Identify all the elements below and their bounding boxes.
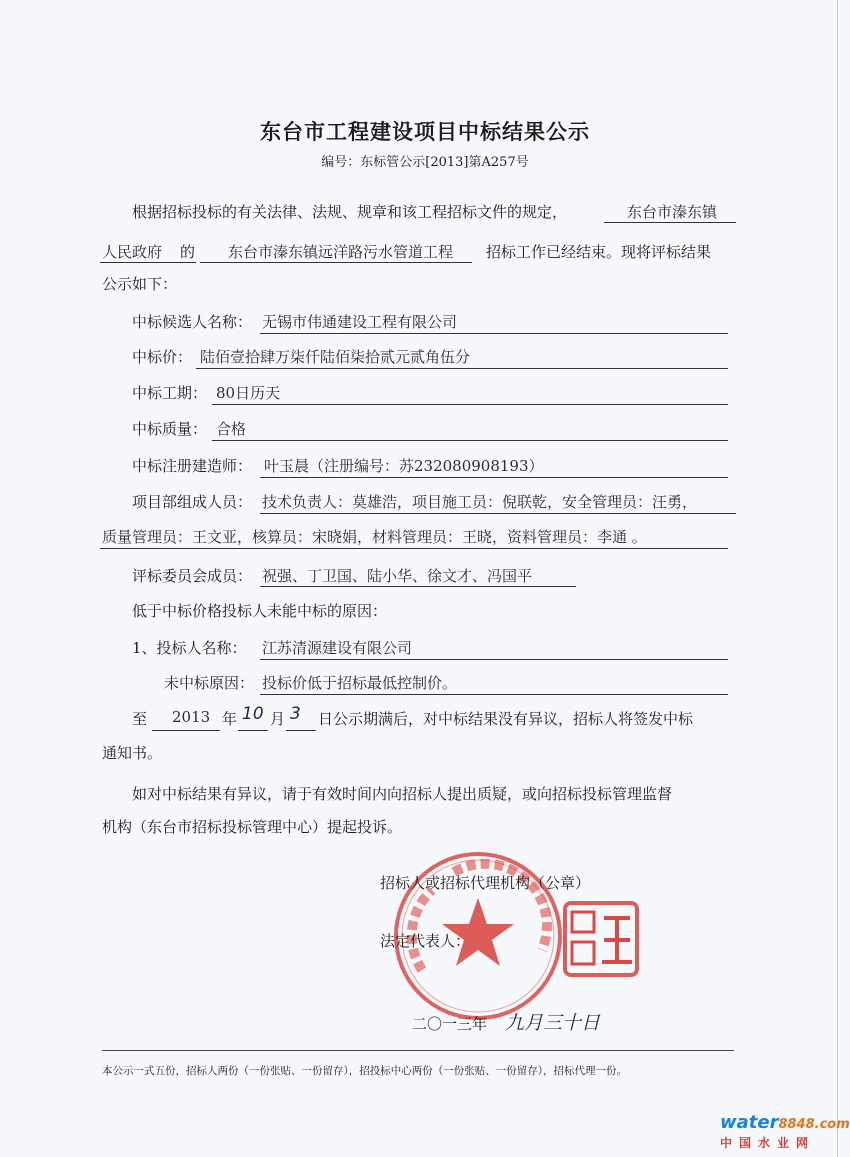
legal-rep-label: 法定代表人：: [380, 932, 471, 950]
tenderer-name-part1: 东台市溱东镇: [627, 203, 718, 221]
team-label: 项目部组成人员：: [132, 493, 253, 511]
deadline-month: 10: [242, 704, 264, 724]
deadline-year-unit: 年: [222, 710, 238, 728]
builder-value: 叶玉晨（注册编号：苏232080908193）: [264, 457, 544, 475]
deadline-suffix: 日公示期满后，对中标结果没有异议，招标人将签发中标: [318, 710, 694, 728]
intro-line2-suffix: 招标工作已经结束。现将评标结果: [486, 243, 712, 261]
deadline-day-underline: [286, 730, 316, 731]
failed-bidder-label: 1、投标人名称：: [132, 639, 247, 657]
deadline-year: 2013: [172, 708, 211, 726]
failed-bidder-underline: [260, 659, 728, 660]
intro-connector: 的: [180, 243, 196, 261]
deadline-prefix: 至: [132, 710, 148, 728]
page-title: 东台市工程建设项目中标结果公示: [260, 120, 590, 144]
intro-line3: 公示如下：: [102, 275, 178, 293]
date-printed: 二〇一三年: [412, 1015, 488, 1033]
deadline-line2: 通知书。: [102, 744, 163, 762]
candidate-value: 无锡市伟通建设工程有限公司: [262, 313, 458, 331]
scan-edge: [837, 0, 838, 1157]
objection-line1: 如对中标结果有异议，请于有效时间内向招标人提出质疑，或向招标投标管理监督: [132, 785, 673, 803]
watermark-suffix: .com: [814, 1117, 850, 1132]
agency-seal-label: 招标人或招标代理机构（公章）: [380, 874, 591, 892]
representative-stamp: [562, 900, 640, 978]
footer-note: 本公示一式五份，招标人两份（一份张贴、一份留存），招投标中心两份（一份张贴、一份留存），招标代理一份。: [102, 1065, 627, 1077]
intro-line1: 根据招标投标的有关法律、法规、规章和该工程招标文件的规定，: [132, 203, 568, 221]
project-name: 东台市溱东镇远洋路污水管道工程: [228, 243, 454, 261]
deadline-month-unit: 月: [270, 710, 286, 728]
watermark-logo: [720, 1112, 850, 1152]
failed-reason-label: 未中标原因：: [164, 674, 255, 692]
quality-value: 合格: [216, 420, 247, 438]
tenderer-underline-1: [604, 222, 736, 223]
watermark-brand: water: [720, 1112, 779, 1133]
failed-reason-value: 投标价低于招标最低控制价。: [262, 674, 458, 692]
team-line2: 质量管理员：王文亚，核算员：宋晓娟，材料管理员：王晓，资料管理员：李通 。: [102, 528, 647, 546]
tenderer-name-part2: 人民政府: [102, 243, 163, 261]
builder-label: 中标注册建造师：: [132, 457, 253, 475]
committee-label: 评标委员会成员：: [132, 567, 253, 585]
failed-heading: 低于中标价格投标人未能中标的原因：: [132, 602, 388, 620]
quality-label: 中标质量：: [132, 420, 208, 438]
duration-label: 中标工期：: [132, 384, 208, 402]
committee-underline: [260, 586, 576, 587]
watermark-number: 8848: [778, 1117, 815, 1132]
project-underline: [200, 262, 472, 263]
failed-bidder-value: 江苏清源建设有限公司: [262, 639, 413, 657]
failed-reason-underline: [260, 694, 728, 695]
duration-value: 80日历天: [216, 384, 281, 402]
date-handwritten: 九月三十日: [505, 1012, 601, 1034]
objection-line2: 机构（东台市招标投标管理中心）提起投诉。: [102, 818, 403, 836]
price-value: 陆佰壹拾肆万柒仟陆佰柒拾贰元贰角伍分: [200, 348, 471, 366]
price-label: 中标价：: [132, 348, 193, 366]
candidate-label: 中标候选人名称：: [132, 313, 253, 331]
candidate-underline: [260, 333, 728, 334]
quality-underline: [212, 440, 728, 441]
builder-underline: [260, 477, 728, 478]
deadline-year-underline: [152, 730, 220, 731]
price-underline: [196, 368, 728, 369]
watermark-brand-line: [720, 1112, 850, 1133]
tenderer-underline-2: [100, 262, 196, 263]
deadline-month-underline: [238, 730, 268, 731]
team-underline-1: [260, 513, 736, 514]
watermark-cn: 中国水业网: [720, 1136, 816, 1150]
duration-underline: [212, 404, 728, 405]
deadline-day: 3: [290, 704, 301, 724]
footer-rule: [102, 1050, 734, 1051]
team-line1: 技术负责人：莫雄浩，项目施工员：倪联乾，安全管理员：汪勇，: [262, 493, 698, 511]
committee-value: 祝强、丁卫国、陆小华、徐文才、冯国平: [262, 567, 533, 585]
document-number: 编号：东标管公示[2013]第A257号: [321, 155, 529, 170]
team-underline-2: [100, 548, 728, 549]
